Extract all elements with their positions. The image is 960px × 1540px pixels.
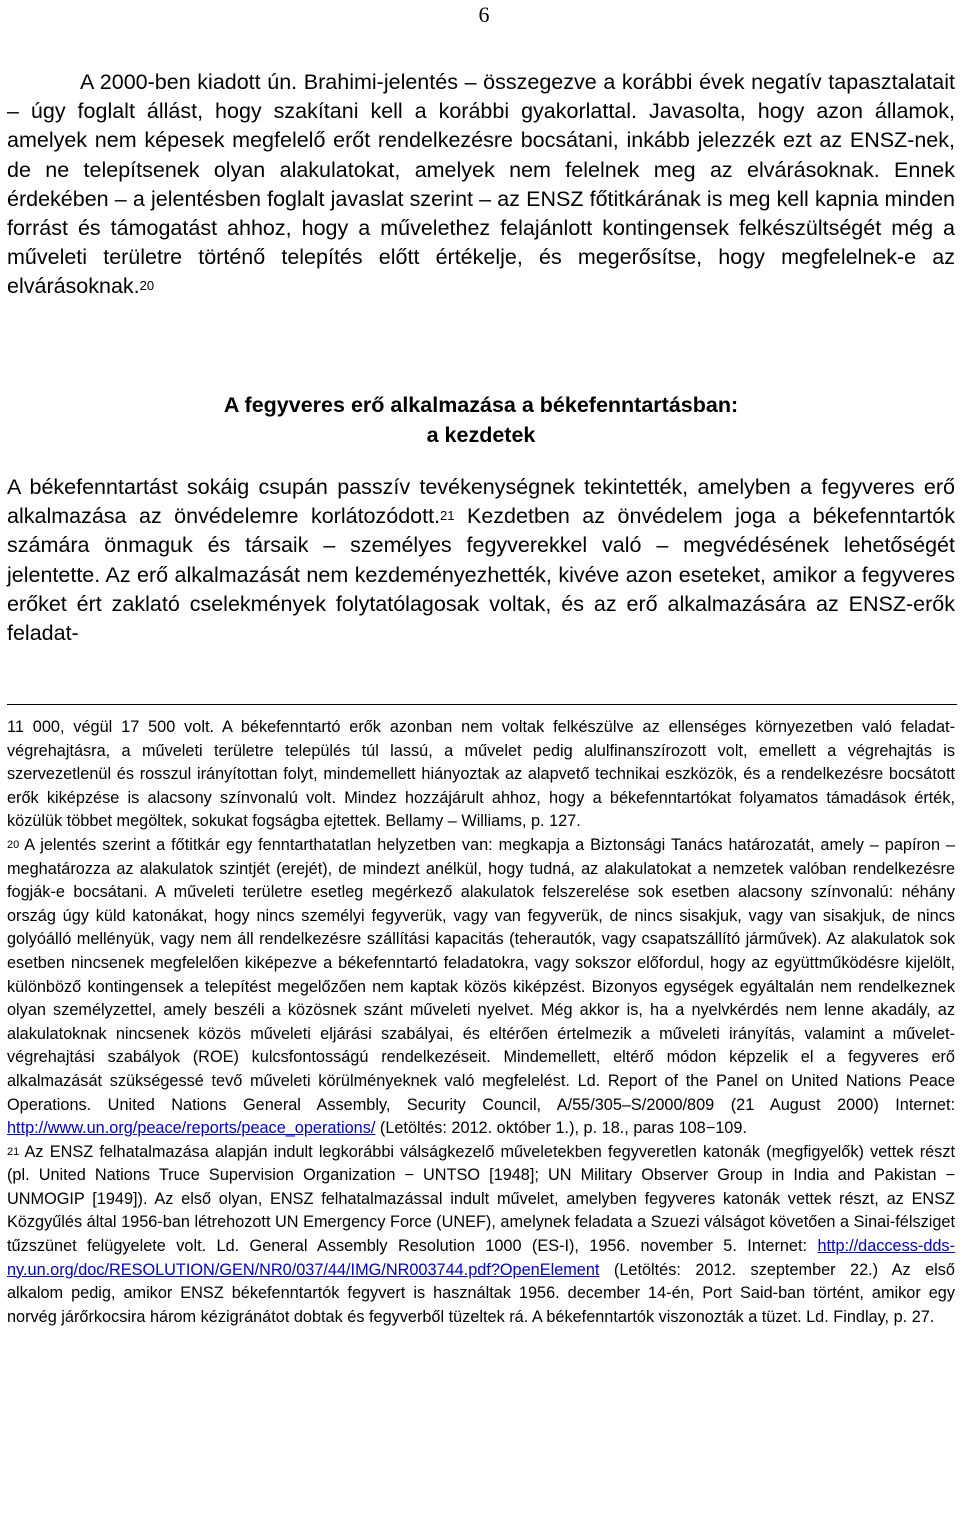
body-paragraph-brahimi bbox=[7, 68, 955, 302]
footnotes bbox=[7, 716, 955, 1329]
paragraph-text: A 2000-ben kiadott ún. Brahimi-jelentés – összegezve a korábbi évek negatív tapasztalatait – úgy foglalt állást, hogy szakítani kell a korábbi gyakorlattal. Javasolta, hogy azon államok, amelyek nem képesek megfelelő erőt rendelkezésre bocsátani, inkább jelezzék ezt az ENSZ-nek, de ne telepítsenek olyan alakulatokat, amelyek nem felelnek meg az elvárásoknak. Ennek érdekében – a jelentésben foglalt javaslat szerint – az ENSZ főtitkárának is meg kell kapnia minden forrást és támogatást ahhoz, hogy a művelethez felajánlott kontingensek felkészültségét még a műveleti területre történő telepítés előtt értékelje, és megerősítse, hogy megfelelnek-e az elvárásoknak. bbox=[7, 70, 955, 299]
paragraph-text: A békefenntartást sokáig csupán passzív tevékenységnek tekintették, amelyben a fegyveres erő alkalmazása az önvédelemre korlátozódott. bbox=[7, 475, 955, 529]
footnote-21-link[interactable]: http://daccess-dds-ny.un.org/doc/RESOLUTION/GEN/NR0/037/44/IMG/NR003744.pdf?OpenElement bbox=[7, 1237, 955, 1279]
footnote-20 bbox=[7, 834, 955, 1141]
footnote-ref-21[interactable]: 21 bbox=[440, 508, 455, 524]
footnote-number-20: 20 bbox=[7, 838, 20, 851]
section-heading bbox=[7, 390, 955, 450]
footnote-ref-20[interactable]: 20 bbox=[139, 278, 155, 294]
page-number: 6 bbox=[478, 2, 490, 27]
footnote-20-text-end: (Letöltés: 2012. október 1.), p. 18., paras 108−109. bbox=[375, 1119, 747, 1138]
paragraph-text-continued: Kezdetben az önvédelem joga a békefenntartók számára önmaguk és társaik – személyes fegyverekkel való – megvédésének lehetőségét jelentette. Az erő alkalmazását nem kezdeményezhették, kivéve azon eseteket, amikor a fegyveres erőket ért zaklató cselekmények folytatólagosak voltak, és az erő alkalmazására az ENSZ-erők feladat- bbox=[7, 504, 955, 646]
footnote-20-link[interactable]: http://www.un.org/peace/reports/peace_operations/ bbox=[7, 1119, 376, 1138]
footnote-20-text: A jelentés szerint a főtitkár egy fenntarthatatlan helyzetben van: megkapja a Biztonsági Tanács határozatát, amely – papíron – meghatározza az alakulatok szintjét (erejét), de mindezt anélkül, hogy tudná, az alakulatokat a nemzetek valóban rendelkezésre fogják-e bocsátani. A műveleti területre esetleg megérkező alakulatok felszerelése sok esetben alacsony színvonalú: néhány ország úgy küld katonákat, hogy nincs személyi fegyverük, vagy van fegyverük, de nincs sisakjuk, vagy van sisakjuk, de nincs golyóálló mellényük, vagy nem áll rendelkezésre szállítási kapacitás (teherautók, vagy csapatszállító járművek). Az alakulatok sok esetben nincsenek megfelelően kiképezve a békefenntartó feladatokra, vagy sokszor előfordul, hogy az együttműködésre kijelölt, különböző kontingensek a telepítést megelőzően nem kaptak közös kiképzést. Bizonyos egységek egyáltalán nem rendelkeznek olyan személyzettel, amely beszéli a közösnek szánt műveleti nyelvet. Még akkor is, ha a nyelvkérdés nem lenne akadály, az alakulatoknak nincsenek közös műveleti eljárási szabályai, és eltérően értelmezik a műveleti irányítás, valamint a művelet-végrehajtási szabályok (ROE) kulcsfontosságú rendelkezéseit. Mindemellett, eltérő módon képzelik el a fegyveres erő alkalmazását szükségessé tevő műveleti körülményeknek való megfelelést. Ld. Report of the Panel on United Nations Peace Operations. United Nations General Assembly, Security Council, A/55/305–S/2000/809 (21 August 2000) Internet: bbox=[7, 835, 955, 1114]
footnote-continuation: 11 000, végül 17 500 volt. A békefenntartó erők azonban nem voltak felkészülve az ellenséges környezetben való feladat-végrehajtásra, a műveleti területre település túl lassú, a művelet pedig alulfinanszírozott volt, emellett a végrehajtás is szervezetlenül és rosszul irányítottan folyt, mindemellett hiányoztak az alapvető technikai eszközök, és a rendelkezésre bocsátott erők kiképzése is alacsony színvonalú volt. Mindez hozzájárult ahhoz, hogy a békefenntartókat folyamatos támadások érték, közülük többet megöltek, sokukat fogságba ejtettek. Bellamy – Williams, p. 127. bbox=[7, 718, 955, 831]
section-heading-line2: a kezdetek bbox=[426, 423, 536, 447]
footnote-21-text: Az ENSZ felhatalmazása alapján indult legkorábbi válságkezelő műveletekben fegyveretlen katonák (megfigyelők) vettek részt (pl. United Nations Truce Supervision Organization − UNTSO [1948]; UN Military Observer Group in India and Pakistan − UNMOGIP [1949]). Az első olyan, ENSZ felhatalmazással indult művelet, amelyben fegyveres katonák vettek részt, az ENSZ Közgyűlés által 1956-ban létrehozott UN Emergency Force (UNEF), amelynek feladata a Szuezi válságot követően a Sinai-félsziget tűzszünet felügyelete volt. Ld. General Assembly Resolution 1000 (ES-I), 1956. november 5. Internet: bbox=[7, 1142, 955, 1256]
section-heading-line1: A fegyveres erő alkalmazása a békefenntartásban: bbox=[223, 393, 739, 417]
footnote-separator bbox=[7, 704, 957, 705]
footnote-number-21: 21 bbox=[7, 1145, 20, 1158]
body-paragraph-peacekeeping bbox=[7, 473, 955, 648]
footnote-21 bbox=[7, 1141, 955, 1330]
footnote-21-text-end: (Letöltés: 2012. szeptember 22.) Az első alkalom pedig, amikor ENSZ békefenntartók fegyvert is használtak 1956. december 14-én, Port Said-ban történt, amikor egy norvég járőrkocsira három kézigránátot dobtak és fegyverből tüzeltek rá. A békefenntartók viszonozták a tüzet. Ld. Findlay, p. 27. bbox=[7, 1260, 955, 1326]
